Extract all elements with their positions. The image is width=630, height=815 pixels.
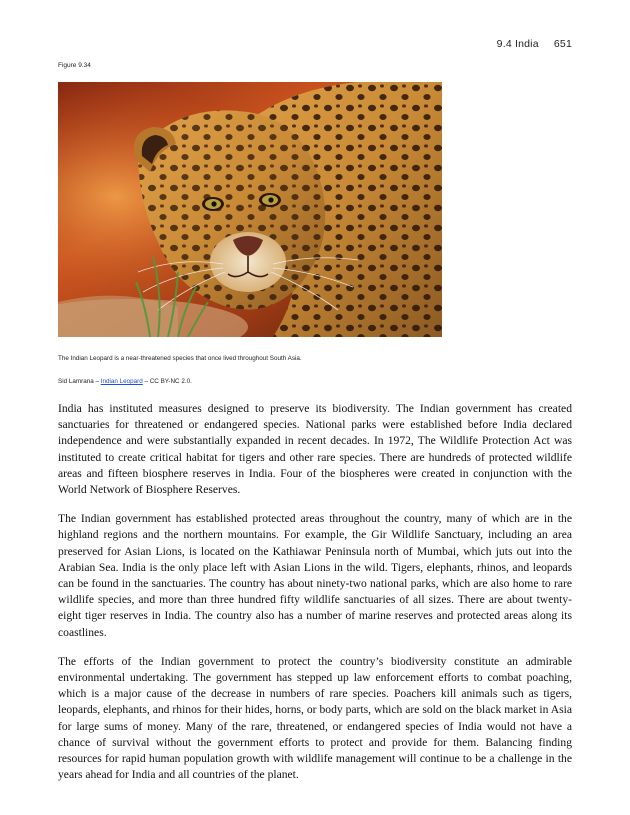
paragraph: India has instituted measures designed to preserve its biodiversity. The Indian government has created sanctuaries for threatened or endangered species. National parks were established before India declared independence and were substantially expanded in recent decades. In 1972, The Wildlife Protection Act was instituted to create critical habitat for tigers and other rare species. There are hundreds of protected wildlife areas and fifteen biosphere reserves in India. Four of the biospheres were created in conjunction with the World Network of Biosphere Reserves. <box>58 402 572 497</box>
figure-credit <box>58 378 192 385</box>
paragraph: The efforts of the Indian government to protect the country’s biodiversity constitute an admirable environmental undertaking. The government has stepped up law enforcement efforts to combat poaching, which is a major cause of the decrease in numbers of rare species. Poachers kill animals such as tigers, leopards, elephants, and rhinos for their hides, horns, or body parts, which are sold on the black market in Asia for large sums of money. Many of the rare, threatened, or endangered species of India would not have a chance of survival without the government efforts to protect and provide for them. Balancing finding resources for rapid human population growth with wildlife management will continue to be a challenge in the years ahead for India and all countries of the planet. <box>58 654 572 782</box>
figure-caption: The Indian Leopard is a near-threatened species that once lived throughout South Asia. <box>58 355 302 362</box>
paragraph: The Indian government has established protected areas throughout the country, many of which are in the highland regions and the northern mountains. For example, the Gir Wildlife Sanctuary, including an area preserved for Asian Lions, is located on the Kathiawar Peninsula north of Mumbai, which juts out into the Arabian Sea. India is the only place left with Asian Lions in the wild. Tigers, elephants, rhinos, and leopards can be found in the sanctuaries. The country has about ninety-two national parks, which are also home to rare wildlife species, and more than three hundred fifty wildlife sanctuaries of all sizes. There are about twenty-eight tiger reserves in India. The country also has a number of marine reserves and protected areas along its coastlines. <box>58 512 572 639</box>
running-header <box>497 38 572 50</box>
figure-label: Figure 9.34 <box>58 62 91 69</box>
leopard-illustration <box>58 82 442 337</box>
page-number: 651 <box>553 38 572 50</box>
section-title: 9.4 India <box>496 38 539 50</box>
leopard-photo <box>58 82 442 337</box>
credit-license: – CC BY-NC 2.0. <box>142 378 192 385</box>
credit-author: Sid Lamrana – <box>58 378 101 385</box>
body-text <box>58 401 572 796</box>
credit-link[interactable]: Indian Leopard <box>100 378 143 385</box>
